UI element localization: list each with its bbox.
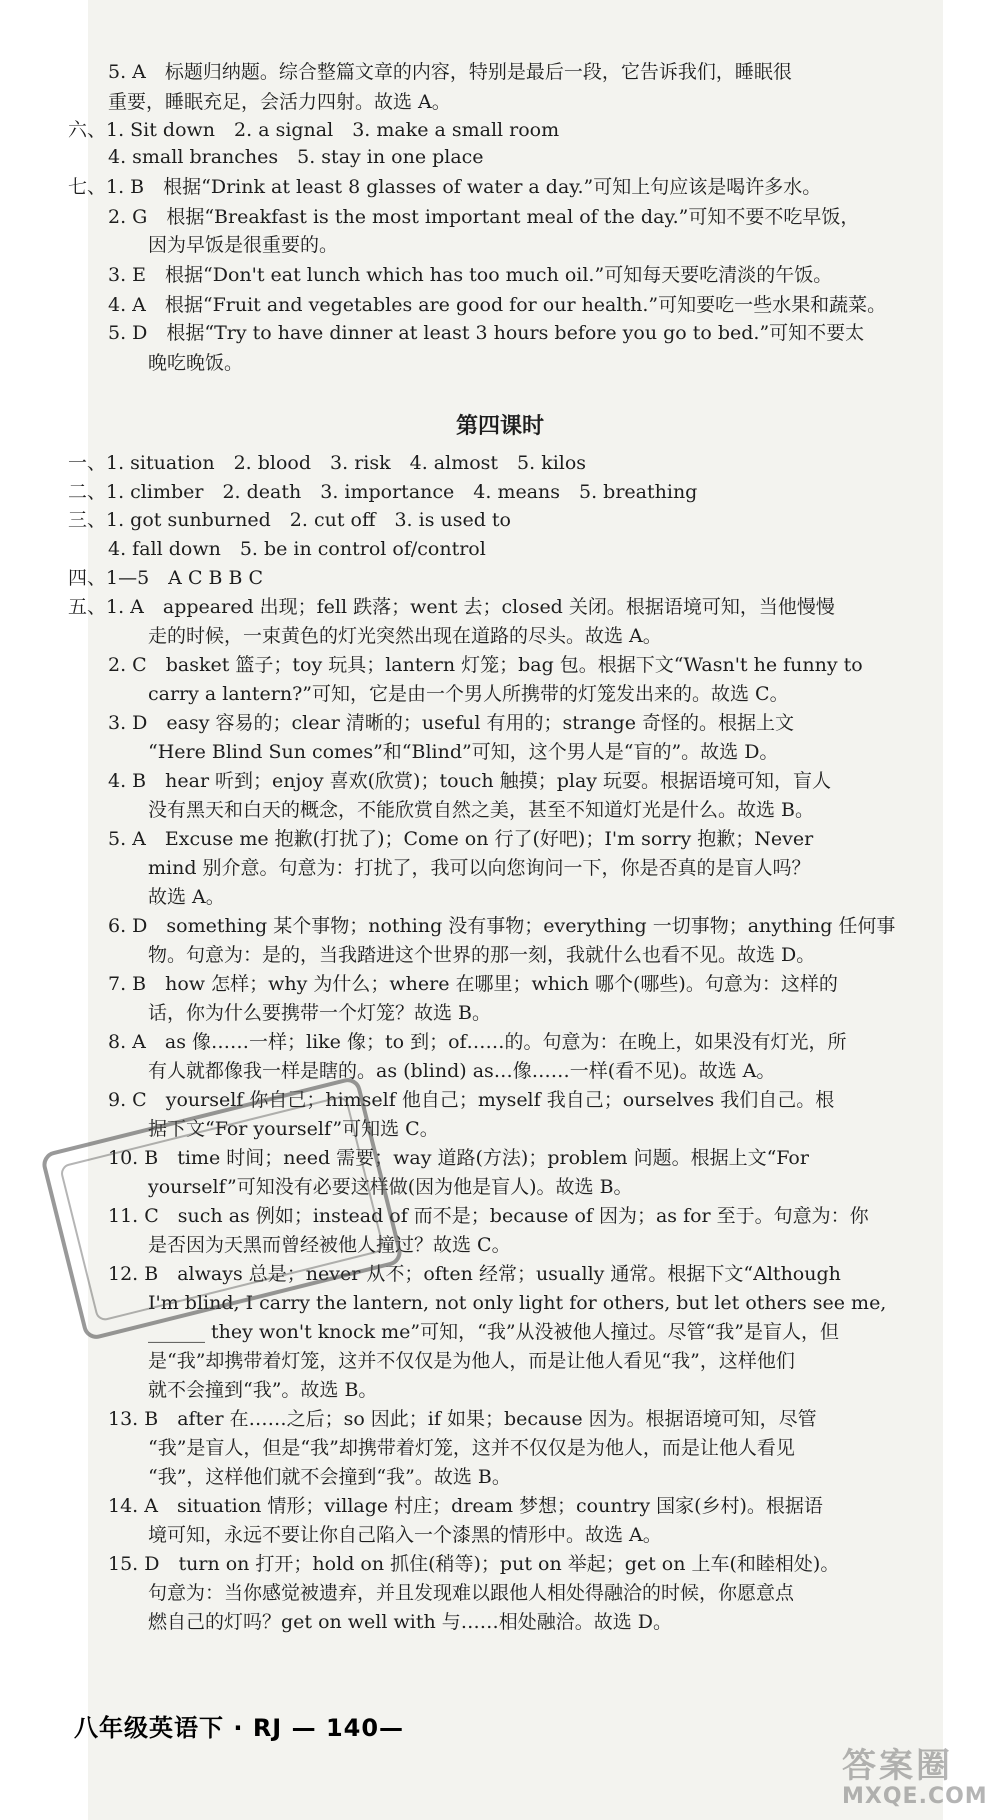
text-line: 4. B hear 听到；enjoy 喜欢(欣赏)；touch 触摸；play 玩耍。根据语境可知，盲人 xyxy=(108,770,832,792)
text-line: 没有黑天和白天的概念，不能欣赏自然之美，甚至不知道灯光是什么。故选 B。 xyxy=(148,799,815,821)
text-line: 2. G 根据“Breakfast is the most important meal of the day.”可知不要不吃早饭， xyxy=(108,206,860,228)
text-line: “Here Blind Sun comes”和“Blind”可知，这个男人是“盲的”。故选 D。 xyxy=(148,741,779,763)
text-line: carry a lantern?”可知，它是由一个男人所携带的灯笼发出来的。故选 C。 xyxy=(148,683,789,705)
text-line: 10. B time 时间；need 需要；way 道路(方法)；problem 问题。根据上文“For xyxy=(108,1147,809,1169)
text-line: 14. A situation 情形；village 村庄；dream 梦想；country 国家(乡村)。根据语 xyxy=(108,1495,823,1517)
text-line: 5. A 标题归纳题。综合整篇文章的内容，特别是最后一段，它告诉我们，睡眠很 xyxy=(108,61,792,83)
text-line: “我”，这样他们就不会撞到“我”。故选 B。 xyxy=(148,1466,511,1488)
text-line: 四、1—5 A C B B C xyxy=(68,567,264,589)
text-line: 燃自己的灯吗？get on well with 与……相处融洽。故选 D。 xyxy=(148,1611,673,1633)
page-footer: 八年级英语下 · RJ — 140— xyxy=(74,1714,405,1742)
text-line: 据下文“For yourself”可知选 C。 xyxy=(148,1118,439,1140)
text-line: 五、1. A appeared 出现；fell 跌落；went 去；closed 关闭。根据语境可知，当他慢慢 xyxy=(68,596,835,618)
text-line: 13. B after 在……之后；so 因此；if 如果；because 因为。根据语境可知，尽管 xyxy=(108,1408,817,1430)
text-line: 15. D turn on 打开；hold on 抓住(稍等)；put on 举起；get on 上车(和睦相处)。 xyxy=(108,1553,840,1575)
text-line: 就不会撞到“我”。故选 B。 xyxy=(148,1379,378,1401)
text-line: 4. small branches 5. stay in one place xyxy=(108,146,484,168)
text-line: 2. C basket 篮子；toy 玩具；lantern 灯笼；bag 包。根据下文“Wasn't he funny to xyxy=(108,654,863,676)
text-line: “我”是盲人，但是“我”却携带着灯笼，这并不仅仅是为他人，而是让他人看见 xyxy=(148,1437,795,1459)
text-line: 因为早饭是很重要的。 xyxy=(148,234,339,256)
text-line: 12. B always 总是；never 从不；often 经常；usually 通常。根据下文“Although xyxy=(108,1263,841,1285)
text-line: 二、1. climber 2. death 3. importance 4. means 5. breathing xyxy=(68,481,698,503)
text-line: 晚吃晚饭。 xyxy=(148,352,244,374)
text-line: 三、1. got sunburned 2. cut off 3. is used to xyxy=(68,509,511,531)
text-line: 11. C such as 例如；instead of 而不是；because of 因为；as for 至于。句意为：你 xyxy=(108,1205,869,1227)
text-line: 走的时候，一束黄色的灯光突然出现在道路的尽头。故选 A。 xyxy=(148,625,662,647)
text-line: 境可知，永远不要让你自己陷入一个漆黑的情形中。故选 A。 xyxy=(148,1524,662,1546)
text-line: 故选 A。 xyxy=(148,886,225,908)
text-line: 有人就都像我一样是瞎的。as (blind) as…像……一样(看不见)。故选 A。 xyxy=(148,1060,776,1082)
text-line: 六、1. Sit down 2. a signal 3. make a small room xyxy=(68,119,560,141)
text-line: 7. B how 怎样；why 为什么；where 在哪里；which 哪个(哪些)。句意为：这样的 xyxy=(108,973,838,995)
text-line: 重要，睡眠充足，会活力四射。故选 A。 xyxy=(108,91,451,113)
text-line: I'm blind, I carry the lantern, not only light for others, but let others see me, xyxy=(148,1292,887,1314)
text-line: 话，你为什么要携带一个灯笼？故选 B。 xyxy=(148,1002,492,1024)
section-title: 第四课时 xyxy=(455,414,544,439)
text-line: 4. fall down 5. be in control of/control xyxy=(108,538,486,560)
text-line: 3. E 根据“Don't eat lunch which has too much oil.”可知每天要吃清淡的午饭。 xyxy=(108,264,833,286)
text-line: 5. D 根据“Try to have dinner at least 3 hours before you go to bed.”可知不要太 xyxy=(108,322,865,344)
watermark-logo-text: 答案圈 xyxy=(842,1746,953,1786)
text-line: 句意为：当你感觉被遗弃，并且发现难以跟他人相处得融洽的时候，你愿意点 xyxy=(148,1582,795,1604)
text-line: 七、1. B 根据“Drink at least 8 glasses of water a day.”可知上句应该是喝许多水。 xyxy=(68,176,822,198)
text-line: 一、1. situation 2. blood 3. risk 4. almost 5. kilos xyxy=(68,452,587,474)
text-line: mind 别介意。句意为：打扰了，我可以向您询问一下，你是否真的是盲人吗？ xyxy=(148,857,811,879)
text-line: 8. A as 像……一样；like 像；to 到；of……的。句意为：在晚上，如果没有灯光，所 xyxy=(108,1031,847,1053)
text-line: 5. A Excuse me 抱歉(打扰了)；Come on 行了(好吧)；I'm sorry 抱歉；Never xyxy=(108,828,814,850)
text-line: yourself”可知没有必要这样做(因为他是盲人)。故选 B。 xyxy=(148,1176,633,1198)
watermark-url: MXQE.COM xyxy=(842,1784,988,1809)
text-line: 6. D something 某个事物；nothing 没有事物；everything 一切事物；anything 任何事 xyxy=(108,915,896,937)
text-line: ______ they won't knock me”可知，“我”从没被他人撞过。尽管“我”是盲人，但 xyxy=(148,1321,839,1343)
site-watermark xyxy=(842,1748,992,1814)
text-line: 是否因为天黑而曾经被他人撞过？故选 C。 xyxy=(148,1234,511,1256)
text-line: 3. D easy 容易的；clear 清晰的；useful 有用的；strange 奇怪的。根据上文 xyxy=(108,712,795,734)
text-line: 4. A 根据“Fruit and vegetables are good for our health.”可知要吃一些水果和蔬菜。 xyxy=(108,294,887,316)
text-line: 是“我”却携带着灯笼，这并不仅仅是为他人，而是让他人看见“我”，这样他们 xyxy=(148,1350,795,1372)
text-line: 9. C yourself 你自己；himself 他自己；myself 我自己；ourselves 我们自己。根 xyxy=(108,1089,835,1111)
text-line: 物。句意为：是的，当我踏进这个世界的那一刻，我就什么也看不见。故选 D。 xyxy=(148,944,816,966)
